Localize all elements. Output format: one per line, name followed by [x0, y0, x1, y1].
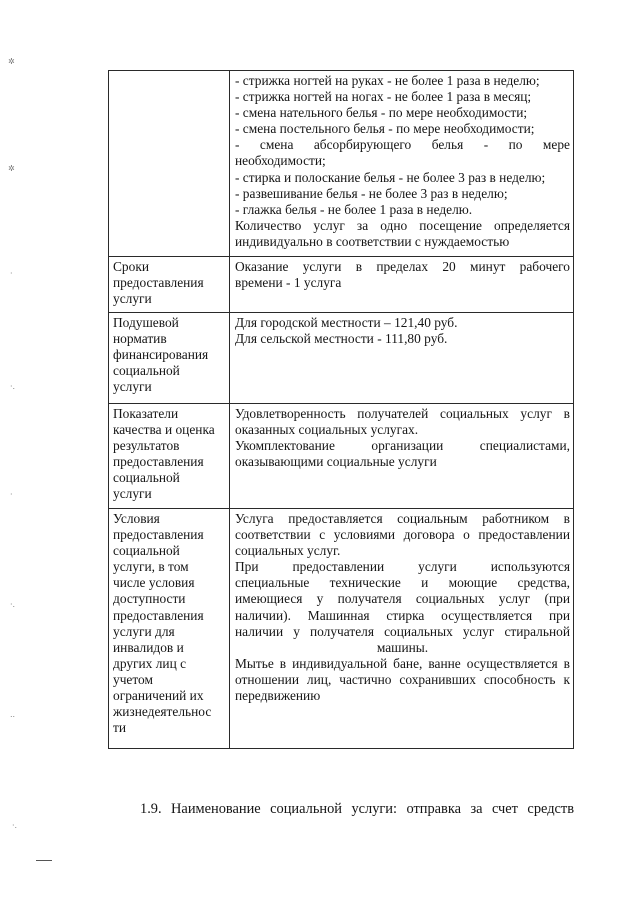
list-item: - стирка и полоскание белья - не более 3 раз в неделю;: [235, 169, 546, 185]
text-line: Для городской местности – 121,40 руб.: [235, 315, 458, 330]
text-line: Удовлетворенность получателей социальных услуг в: [235, 406, 570, 421]
margin-scan-mark: ✲: [8, 164, 15, 173]
section-heading: 1.9. Наименование социальной услуги: отправка за счет средств: [140, 801, 574, 817]
row-label: Сроки предоставления услуги: [109, 257, 230, 313]
text-line: специальные технические и моющие средства,: [235, 575, 570, 591]
text-line: отношении лиц, частично сохранивших способность к: [235, 671, 570, 687]
list-item: - глажка белья - не более 1 раза в неделю.: [235, 201, 473, 217]
row-label: Подушевой норматив финансирования социальной услуги: [109, 313, 230, 404]
list-item: - стрижка ногтей на ногах - не более 1 раза в месяц;: [235, 89, 532, 105]
table-row: [109, 71, 574, 257]
row-content: [230, 71, 574, 257]
row-label: Условия предоставления социальной услуги, в том числе условия доступности предоставления услуги для инвалидов и других лиц с учетом ограничений их жизнедеятельнос ти: [109, 509, 230, 749]
margin-scan-mark: ..: [10, 710, 16, 719]
text-line: машины.: [376, 639, 429, 655]
list-item: - стрижка ногтей на руках - не более 1 раза в неделю;: [235, 73, 540, 88]
margin-scan-mark: ·.: [10, 382, 16, 391]
table-row: [109, 404, 574, 509]
text-line: наличии). Машинная стирка осуществляется при: [235, 607, 570, 623]
table-row: [109, 313, 574, 404]
text-line: Количество услуг за одно посещение определяется: [235, 217, 570, 233]
text-line: При предоставлении услуги используются: [235, 559, 570, 575]
row-label: Показатели качества и оценка результатов предоставления социальной услуги: [109, 404, 230, 509]
text-line: социальных услуг.: [235, 543, 341, 559]
text-line: Укомплектование организации специалистами,: [235, 438, 570, 454]
text-line: Услуга предоставляется социальным работником в: [235, 511, 570, 526]
margin-scan-mark: ·.: [12, 821, 18, 830]
list-item: - смена постельного белья - по мере необходимости;: [235, 121, 535, 137]
list-item: - развешивание белья - не более 3 раз в неделю;: [235, 185, 508, 201]
list-item: необходимости;: [235, 153, 326, 169]
row-content: [230, 509, 574, 749]
text-line: Оказание услуги в пределах 20 минут рабочего: [235, 259, 570, 274]
row-content: [230, 404, 574, 509]
text-line: индивидуально в соответствии с нуждаемостью: [235, 233, 510, 249]
text-line: наличии у получателя социальных услуг стиральной: [235, 623, 570, 639]
margin-scan-mark: ·: [10, 490, 13, 499]
row-content: [230, 313, 574, 404]
margin-scan-mark: ·.: [10, 600, 16, 609]
table-row: [109, 509, 574, 749]
text-line: времени - 1 услуга: [235, 275, 342, 291]
row-content: [230, 257, 574, 313]
text-line: оказывающими социальные услуги: [235, 454, 437, 470]
margin-scan-mark: ·: [10, 269, 13, 278]
text-line: передвижению: [235, 688, 321, 704]
service-table: [108, 70, 574, 749]
margin-scan-line: [36, 860, 52, 861]
text-line: имеющиеся у получателя социальных услуг (при: [235, 591, 570, 607]
list-item: - смена абсорбирующего белья - по мере: [235, 137, 570, 153]
list-item: - смена нательного белья - по мере необходимости;: [235, 105, 528, 121]
text-line: оказанных социальных услугах.: [235, 422, 419, 438]
text-line: Мытье в индивидуальной бане, ванне осуществляется в: [235, 655, 570, 671]
row-label: [109, 71, 230, 257]
margin-scan-mark: ✲: [8, 57, 15, 66]
text-line: соответствии с условиями договора о предоставлении: [235, 527, 570, 543]
table-row: [109, 257, 574, 313]
text-line: Для сельской местности - 111,80 руб.: [235, 331, 448, 347]
